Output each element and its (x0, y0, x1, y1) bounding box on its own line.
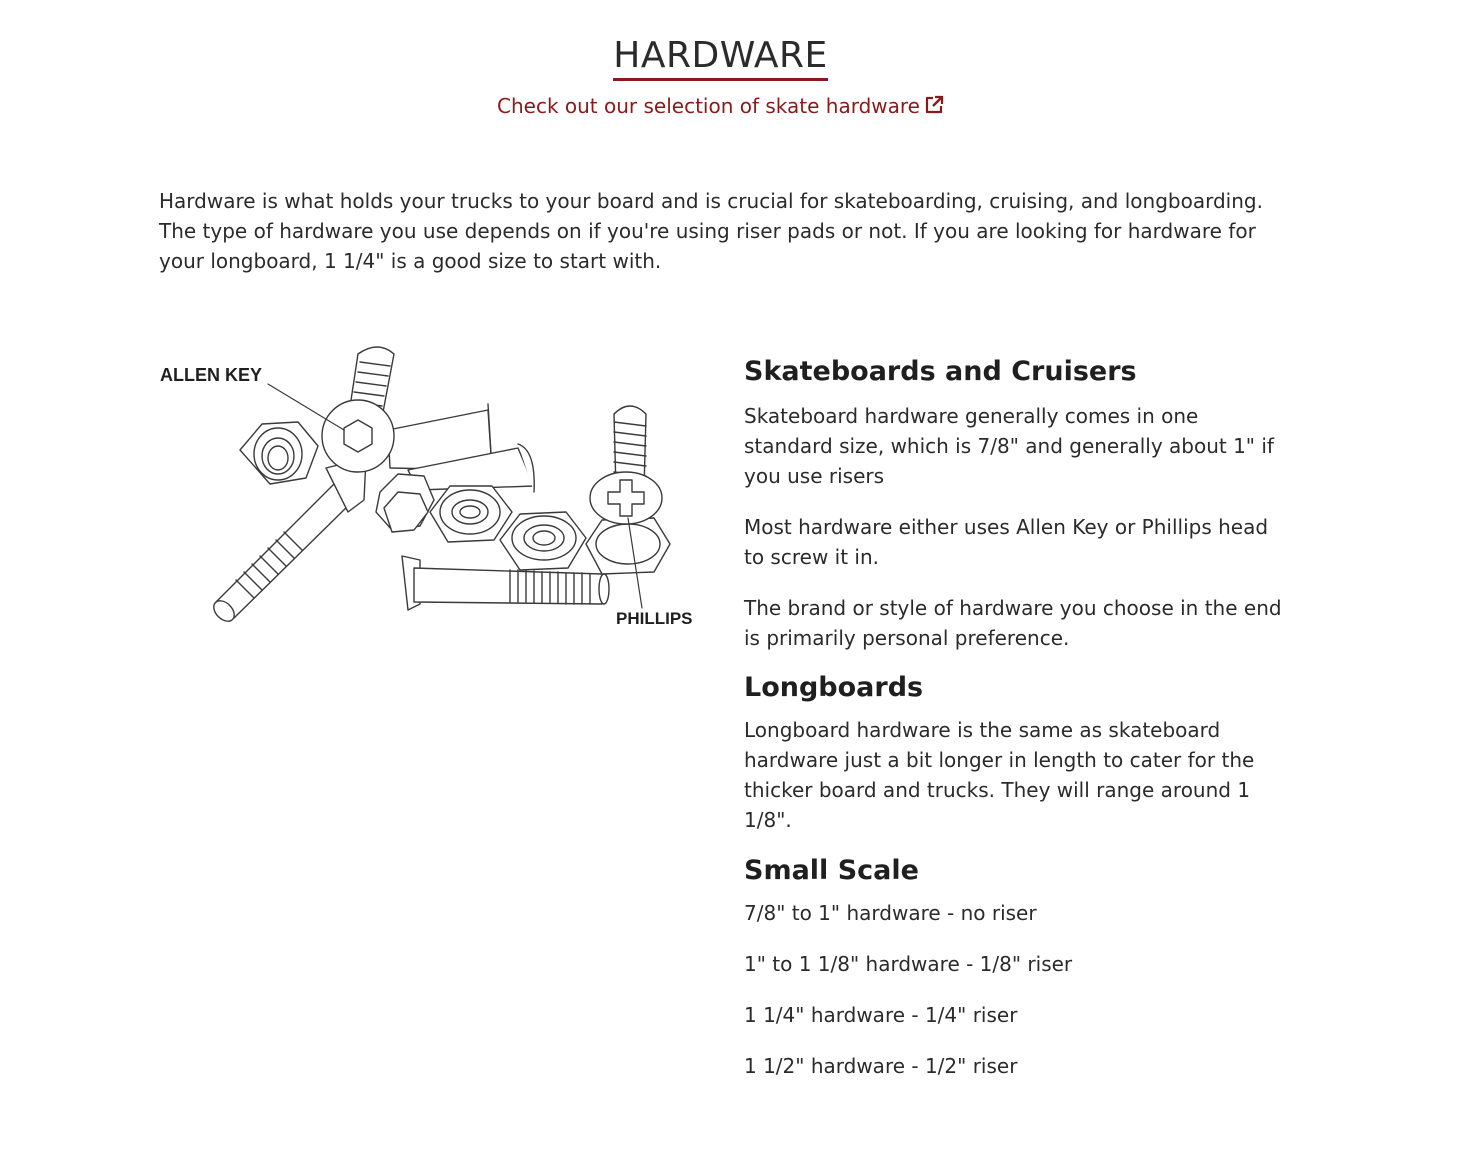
skateboards-paragraph-1: Skateboard hardware generally comes in one standard size, which is 7/8" and generally about 1" if you use risers (744, 404, 1274, 488)
longboards-heading: Longboards (744, 672, 924, 703)
hardware-info-column (744, 354, 1292, 1081)
small-scale-heading: Small Scale (744, 855, 919, 886)
bottom-bolt-drawing (402, 556, 609, 610)
skateboards-heading: Skateboards and Cruisers (744, 356, 1137, 387)
left-nut-drawing (240, 422, 318, 484)
hardware-drawing (158, 340, 700, 635)
small-scale-item: 1" to 1 1/8" hardware - 1/8" riser (744, 952, 1073, 976)
skateboards-paragraph-2: Most hardware either uses Allen Key or Phillips head to screw it in. (744, 515, 1269, 569)
shop-hardware-link[interactable] (497, 94, 944, 118)
allen-key-head-drawing (322, 400, 394, 472)
phillips-bolt-drawing (590, 406, 662, 524)
title-wrapper (0, 34, 1441, 81)
center-nut-drawing (430, 486, 512, 542)
skateboards-paragraph-3: The brand or style of hardware you choose in the end is primarily personal preference. (744, 596, 1282, 650)
center-left-nut-drawing (376, 474, 434, 532)
intro-text: Hardware is what holds your trucks to your board and is crucial for skateboarding, cruising, and longboarding. The type of hardware you use depends on if you're using riser pads or not. If you are looking for hardware for your longboard, 1 1/4" is a good size to start with. (159, 189, 1263, 273)
small-scale-item: 1 1/2" hardware - 1/2" riser (744, 1054, 1018, 1078)
hardware-illustration (158, 340, 700, 635)
phillips-label: PHILLIPS (616, 609, 693, 628)
subtitle (0, 92, 1441, 120)
allen-key-label: ALLEN KEY (160, 365, 263, 385)
longboards-paragraph: Longboard hardware is the same as skateboard hardware just a bit longer in length to cater for the thicker board and trucks. They will range around 1 1/8". (744, 718, 1255, 832)
external-link-icon (924, 95, 944, 115)
small-scale-item: 7/8" to 1" hardware - no riser (744, 901, 1037, 925)
right-center-nut-drawing (500, 512, 586, 570)
shop-hardware-link-text: Check out our selection of skate hardware (497, 94, 920, 118)
page-title: HARDWARE (613, 34, 827, 81)
left-long-bolt-drawing (210, 458, 366, 625)
right-nut-drawing (586, 518, 670, 574)
small-scale-item: 1 1/4" hardware - 1/4" riser (744, 1003, 1018, 1027)
